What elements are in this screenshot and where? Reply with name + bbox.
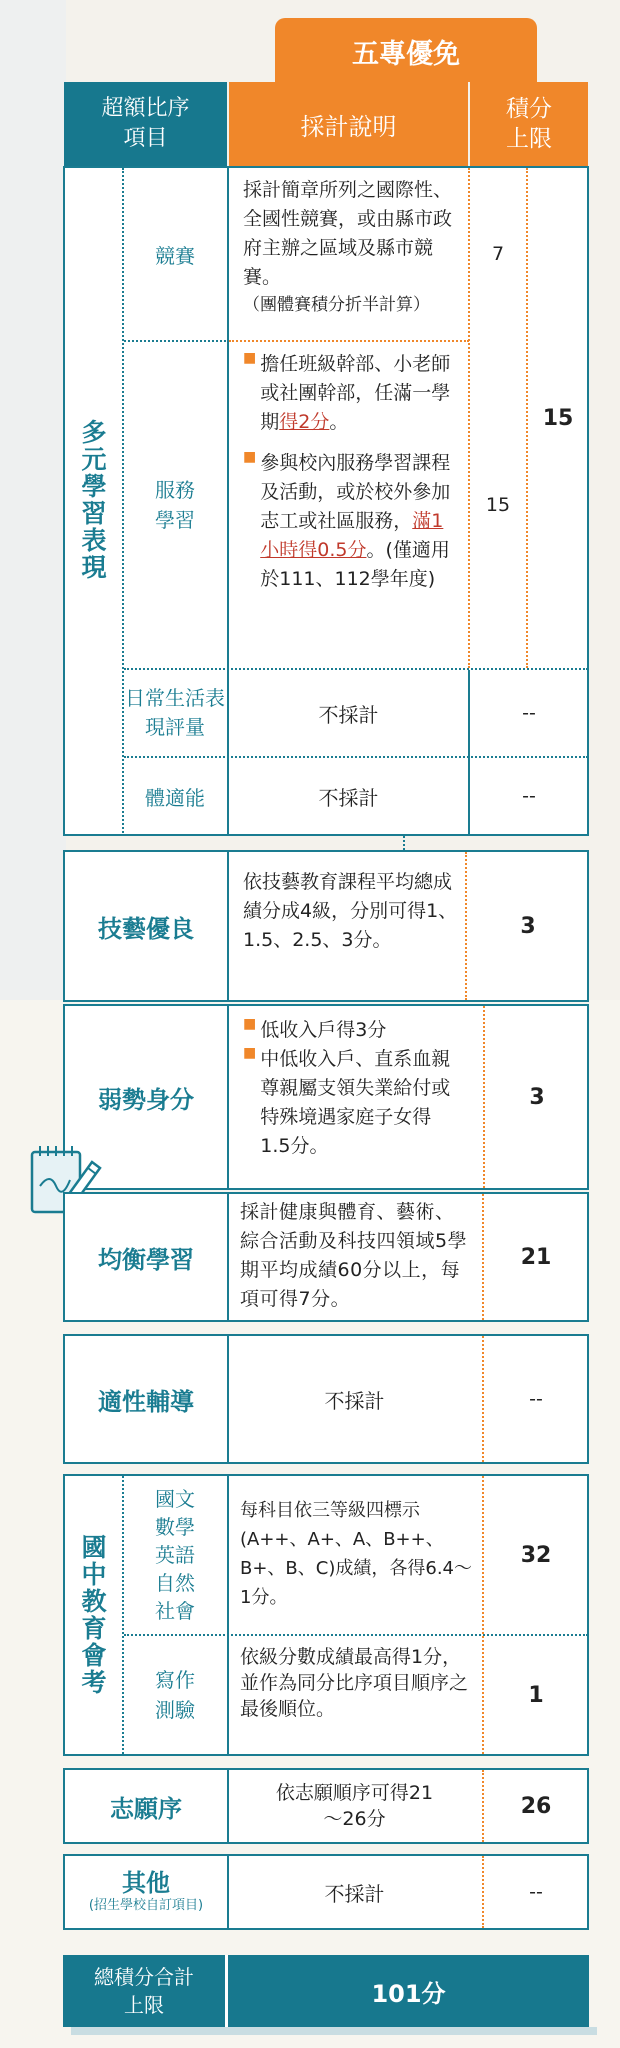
exam-subjects-label: 國文數學英語自然社會 (155, 1487, 195, 1623)
wish-score: 26 (520, 1793, 552, 1819)
wish-label: 志願序 (110, 1794, 182, 1823)
multi-total-score: 15 (542, 405, 574, 431)
fitness-score: -- (522, 785, 536, 807)
exam-writing-desc: 依級分數成績最高得1分，並作為同分比序項目順序之最後順位。 (240, 1646, 469, 1720)
daily-desc: 不採計 (318, 702, 379, 727)
skill-score: 3 (520, 913, 536, 939)
balanced-desc: 採計健康與體育、藝術、綜合活動及科技四領域5學期平均成績60分以上，每項可得7分。 (240, 1201, 468, 1310)
fitness-label: 體適能 (145, 785, 205, 810)
header-col-desc: 採計說明 (229, 82, 468, 166)
wish-desc: 依志願順序可得21～26分 (275, 1782, 434, 1830)
exam-writing-label: 寫作測驗 (155, 1668, 195, 1722)
header-col-score: 積分上限 (470, 82, 588, 166)
disadv-score: 3 (529, 1084, 545, 1110)
balanced-label: 均衡學習 (98, 1245, 194, 1274)
service-label: 服務學習 (155, 478, 195, 532)
exam-subjects-score: 32 (520, 1542, 552, 1568)
competition-label: 競賽 (155, 243, 195, 268)
daily-label: 日常生活表現評量 (125, 686, 225, 739)
disadv-desc: ■ 低收入戶得3分 ■ 中低收入戶、直系血親尊親屬支領失業給付或特殊境遇家庭子女得1.5分。 (243, 1016, 451, 1157)
other-subtitle: (招生學校自訂項目) (88, 1898, 204, 1913)
aptitude-label: 適性輔導 (98, 1387, 194, 1416)
multi-group-label: 多元學習表現 (78, 419, 107, 581)
exam-subjects-desc: 每科目依三等級四標示(A++、A+、A、B++、B+、B、C)成績，各得6.4～1分。 (240, 1500, 472, 1608)
total-value: 101分 (371, 1979, 446, 2008)
exam-writing-score: 1 (528, 1682, 544, 1708)
disadv-label: 弱勢身分 (98, 1085, 194, 1114)
other-desc: 不採計 (324, 1881, 385, 1906)
daily-score: -- (522, 702, 536, 724)
other-label (65, 1856, 227, 1928)
other-title: 其他 (122, 1869, 170, 1897)
exam-group-label: 國中教育會考 (78, 1534, 107, 1696)
competition-score: 7 (491, 243, 505, 265)
skill-desc: 依技藝教育課程平均總成績分成4級，分別可得1、1.5、2.5、3分。 (243, 871, 458, 951)
page-title: 五專優免 (275, 18, 537, 82)
header-col-item: 超額比序項目 (64, 82, 227, 166)
other-score: -- (529, 1881, 543, 1903)
aptitude-score: -- (529, 1388, 543, 1410)
service-score: 15 (485, 494, 511, 516)
skill-label: 技藝優良 (98, 914, 194, 943)
balanced-score: 21 (520, 1244, 552, 1270)
service-desc: ■ 擔任班級幹部、小老師或社團幹部，任滿一學期得2分。 ■ 參與校內服務學習課程及活動，或於校外參加志工或社區服務，滿1小時得0.5分。(僅適用於111、112學年度) (243, 350, 451, 590)
total-label: 總積分合計上限 (94, 1965, 194, 2017)
competition-desc: 採計簡章所列之國際性、全國性競賽，或由縣市政府主辦之區域及縣市競賽。 （團體賽積分折半計算） (243, 179, 453, 315)
aptitude-desc: 不採計 (324, 1388, 385, 1413)
background-panel (0, 0, 66, 1000)
fitness-desc: 不採計 (318, 785, 379, 810)
